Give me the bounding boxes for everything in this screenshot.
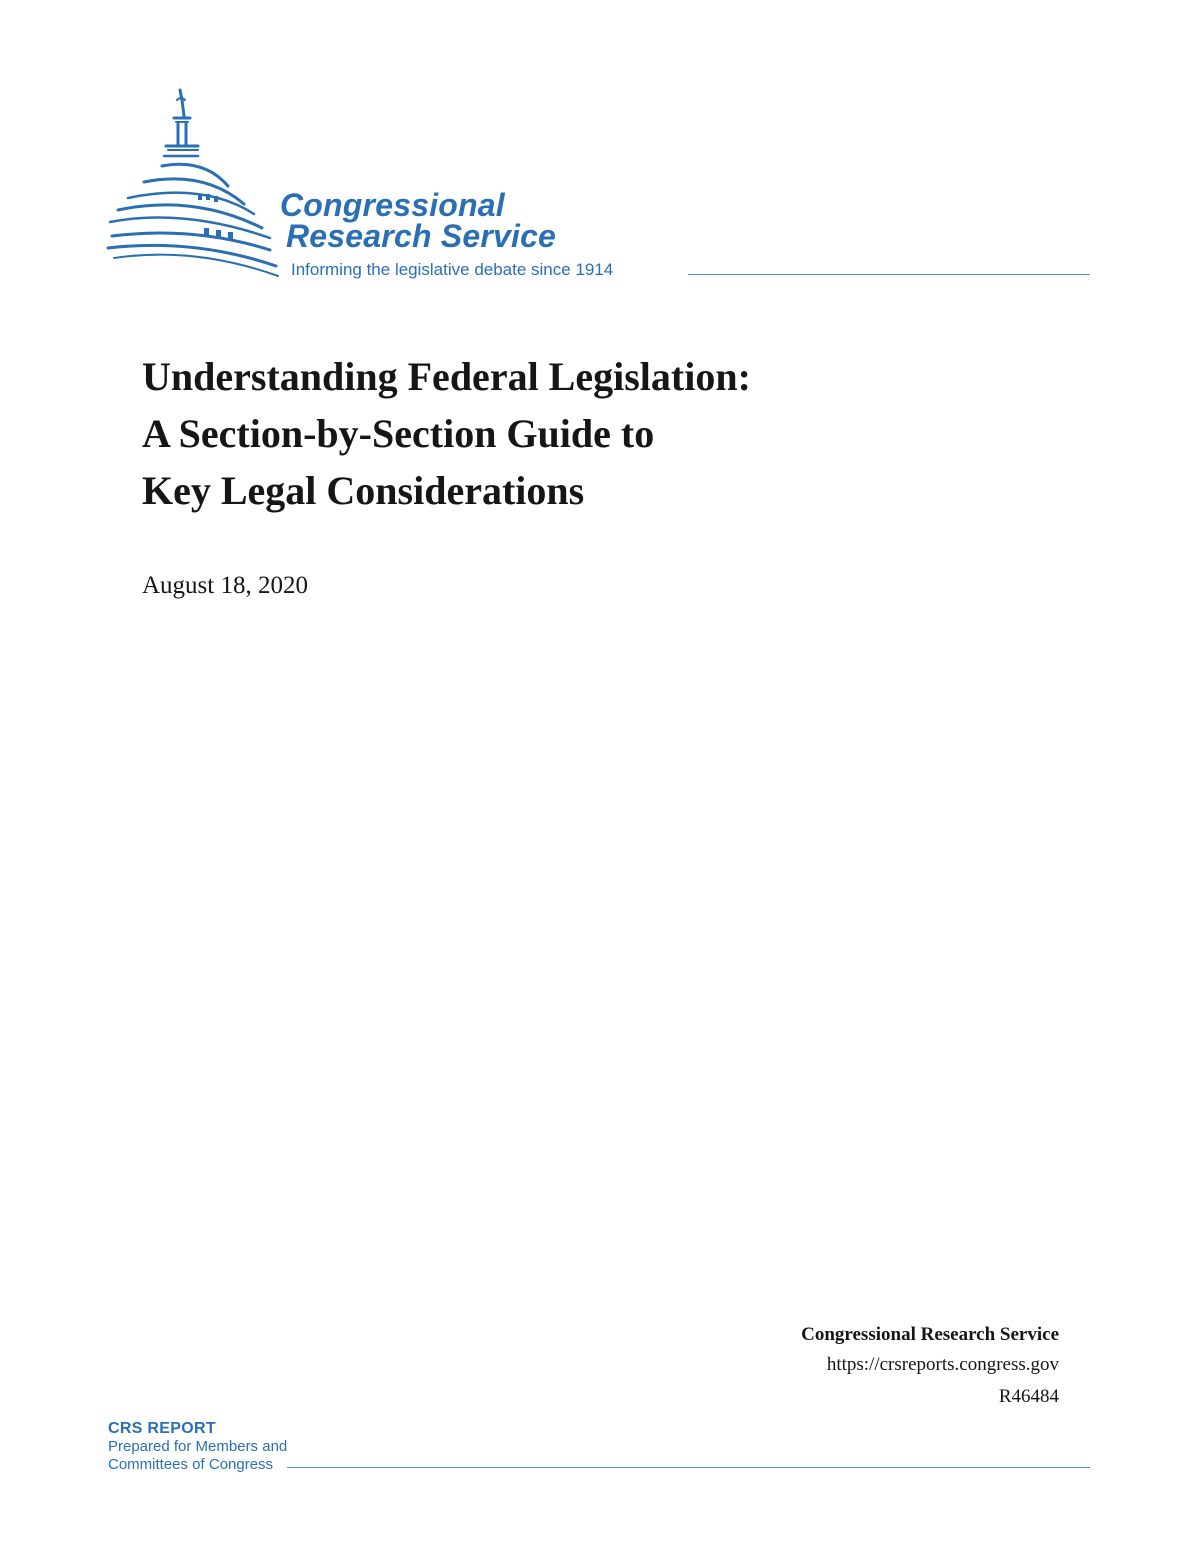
report-title <box>142 348 751 519</box>
report-title-line2: A Section-by-Section Guide to <box>142 411 655 456</box>
org-wordmark-line1: Congressional <box>280 187 505 223</box>
publisher-url[interactable]: https://crsreports.congress.gov <box>826 1354 1059 1375</box>
org-tagline: Informing the legislative debate since 1914 <box>291 260 614 279</box>
header-divider <box>688 274 1090 275</box>
footer-divider <box>287 1467 1090 1468</box>
footer-label <box>108 1420 287 1474</box>
footer-crs-report: CRS REPORT <box>108 1420 216 1437</box>
footer-line1: Prepared for Members and <box>108 1438 288 1455</box>
footer-line2: Committees of Congress <box>108 1456 274 1473</box>
report-number: R46484 <box>998 1386 1059 1407</box>
report-title-line1: Understanding Federal Legislation: <box>142 354 751 399</box>
capitol-dome-icon <box>104 86 284 282</box>
org-wordmark <box>280 187 557 254</box>
report-date: August 18, 2020 <box>142 572 308 599</box>
publisher-name: Congressional Research Service <box>801 1324 1059 1345</box>
report-title-line3: Key Legal Considerations <box>142 468 585 513</box>
org-wordmark-line2: Research Service <box>286 218 557 254</box>
publisher-info <box>801 1321 1059 1413</box>
